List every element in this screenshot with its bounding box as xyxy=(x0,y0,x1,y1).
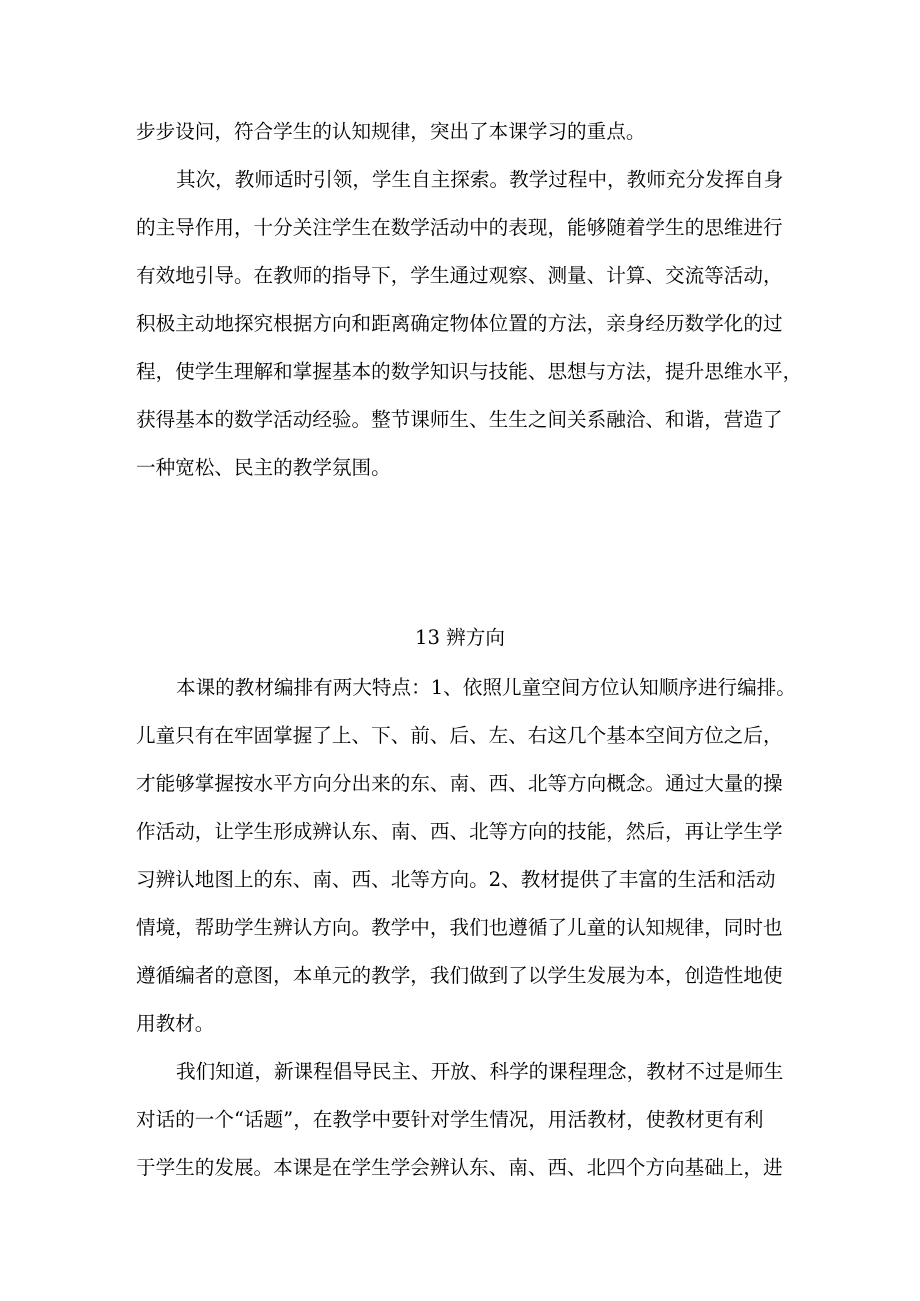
paragraph-line: 一种宽松、民主的教学氛围。 xyxy=(136,456,391,479)
paragraph-line: 我们知道，新课程倡导民主、开放、科学的课程理念，教材不过是师生 xyxy=(176,1060,784,1083)
paragraph-line: 作活动，让学生形成辨认东、南、西、北等方向的技能，然后，再让学生学 xyxy=(136,820,783,843)
paragraph-line: 用教材。 xyxy=(136,1012,215,1035)
section-title: 13 辨方向 xyxy=(415,626,505,649)
paragraph-line: 获得基本的数学活动经验。整节课师生、生生之间关系融洽、和谐，营造了 xyxy=(136,408,783,431)
paragraph-line: 本课的教材编排有两大特点：1、依照儿童空间方位认知顺序进行编排。 xyxy=(176,676,796,699)
paragraph-line: 步步设问，符合学生的认知规律，突出了本课学习的重点。 xyxy=(136,120,646,143)
paragraph-line: 于学生的发展。本课是在学生学会辨认东、南、西、北四个方向基础上，进 xyxy=(136,1156,783,1179)
paragraph-line: 积极主动地探究根据方向和距离确定物体位置的方法，亲身经历数学化的过 xyxy=(136,312,783,335)
paragraph-line: 习辨认地图上的东、南、西、北等方向。2、教材提供了丰富的生活和活动 xyxy=(136,868,776,891)
paragraph-line: 儿童只有在牢固掌握了上、下、前、后、左、右这几个基本空间方位之后， xyxy=(136,724,783,747)
paragraph-line: 程，使学生理解和掌握基本的数学知识与技能、思想与方法，提升思维水平， xyxy=(136,360,803,383)
paragraph-line: 才能够掌握按水平方向分出来的东、南、西、北等方向概念。通过大量的操 xyxy=(136,772,783,795)
paragraph-line: 的主导作用，十分关注学生在数学活动中的表现，能够随着学生的思维进行 xyxy=(136,216,783,239)
paragraph-line: 情境，帮助学生辨认方向。教学中，我们也遵循了儿童的认知规律，同时也 xyxy=(136,916,783,939)
paragraph-line: 对话的一个“话题”，在教学中要针对学生情况，用活教材，使教材更有利 xyxy=(136,1108,764,1131)
paragraph-line: 其次，教师适时引领，学生自主探索。教学过程中，教师充分发挥自身 xyxy=(176,168,784,191)
paragraph-line: 遵循编者的意图，本单元的教学，我们做到了以学生发展为本，创造性地使 xyxy=(136,964,783,987)
paragraph-line: 有效地引导。在教师的指导下，学生通过观察、测量、计算、交流等活动， xyxy=(136,264,783,287)
